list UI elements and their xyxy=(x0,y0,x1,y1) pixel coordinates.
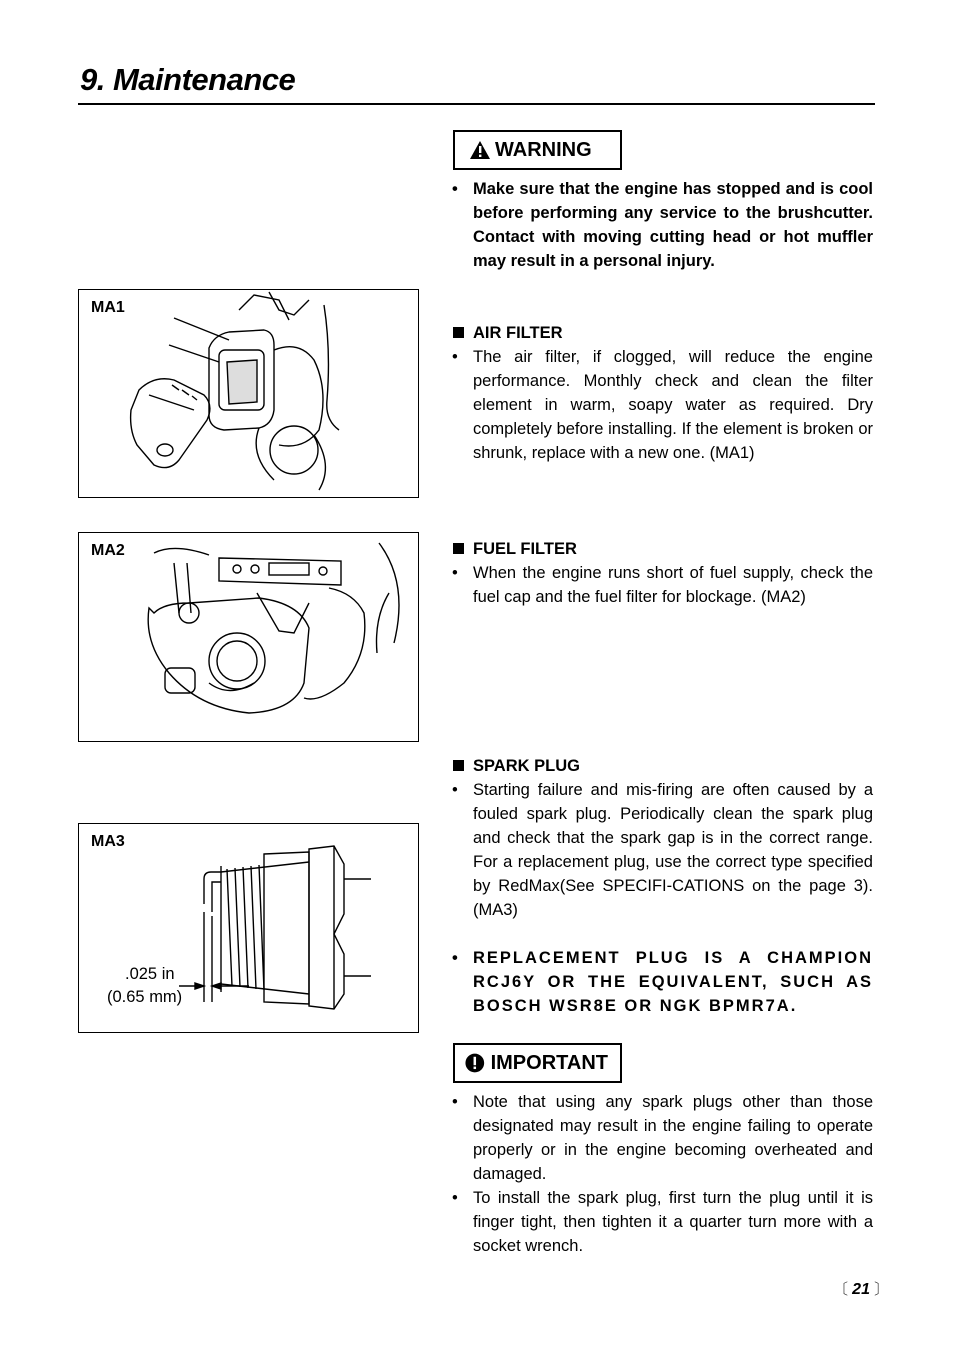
air-filter-section xyxy=(452,321,873,465)
fuel-filter-illustration xyxy=(79,533,418,741)
warning-tag xyxy=(453,130,622,170)
spark-plug-heading: SPARK PLUG xyxy=(452,754,873,778)
air-filter-text: • The air filter, if clogged, will reduce the engine performance. Monthly check and clean the filter element in warm, soapy water as required. Dry completely before installing. If the element is broken or shrunk, replace with a new one. (MA1) xyxy=(452,345,873,465)
fuel-filter-heading: FUEL FILTER xyxy=(452,537,873,561)
page-title: 9. Maintenance xyxy=(80,62,296,97)
fuel-filter-text: • When the engine runs short of fuel supply, check the fuel cap and the fuel filter for blockage. (MA2) xyxy=(452,561,873,609)
important-tag xyxy=(453,1043,622,1083)
important-section xyxy=(452,1090,873,1258)
spark-plug-text: • Starting failure and mis-firing are often caused by a fouled spark plug. Periodically clean the spark plug and check that the spark gap is in the correct range. For a replacement plug, use the correct type specified by RedMax(See SPECIFI-CATIONS on the page 3). (MA3) xyxy=(452,778,873,922)
warning-label: WARNING xyxy=(495,138,592,161)
figure-label-ma2: MA2 xyxy=(91,542,125,559)
figure-label-ma1: MA1 xyxy=(91,299,125,316)
important-label: IMPORTANT xyxy=(490,1051,608,1074)
gap-mm-label: (0.65 mm) xyxy=(107,988,183,1006)
important-item-1: • Note that using any spark plugs other than those designated may result in the engine failing to operate properly or in the engine becoming overheated and damaged. xyxy=(452,1090,873,1186)
exclamation-circle-icon xyxy=(465,1052,485,1074)
figure-ma2 xyxy=(78,532,419,742)
warning-triangle-icon xyxy=(469,140,491,160)
gap-inch-label: .025 in xyxy=(125,965,175,983)
replacement-plug-text: • REPLACEMENT PLUG IS A CHAMPION RCJ6Y OR THE EQUIVALENT, SUCH AS BOSCH WSR8E OR NGK BPMR7A. xyxy=(452,946,873,1018)
figure-label-ma3: MA3 xyxy=(91,833,125,850)
air-filter-illustration xyxy=(79,290,418,497)
title-divider xyxy=(78,103,875,105)
figure-ma1 xyxy=(78,289,419,498)
spark-plug-section xyxy=(452,754,873,1018)
important-item-2: • To install the spark plug, first turn the plug until it is finger tight, then tighten it a quarter turn more with a socket wrench. xyxy=(452,1186,873,1258)
page-number-value: 21 xyxy=(852,1281,870,1298)
figure-ma3 xyxy=(78,823,419,1033)
page-number: 〔 21 〕 xyxy=(833,1281,890,1298)
warning-text: • Make sure that the engine has stopped and is cool before performing any service to the brushcutter. Contact with moving cutting head or hot muffler may result in a personal injury. xyxy=(452,177,873,273)
fuel-filter-section xyxy=(452,537,873,609)
warning-section xyxy=(452,177,873,273)
air-filter-heading: AIR FILTER xyxy=(452,321,873,345)
